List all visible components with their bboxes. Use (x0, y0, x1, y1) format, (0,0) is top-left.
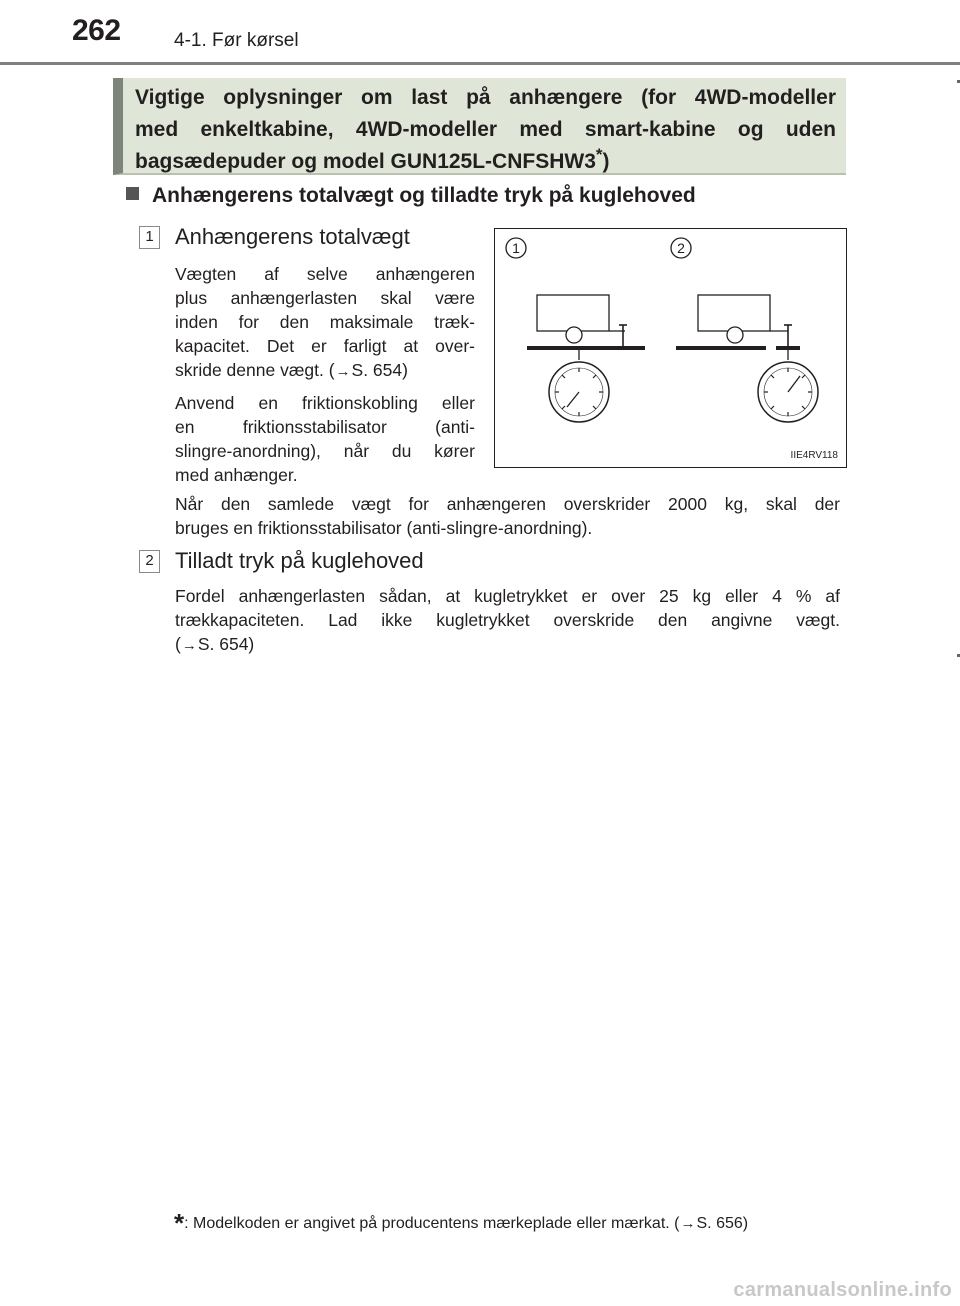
text-line: Vægten af selve anhængeren (175, 264, 475, 284)
text-line: en friktionsstabilisator (anti- (175, 417, 475, 437)
section-box-line: med enkeltkabine, 4WD-modeller med smart-kabine og uden (135, 118, 836, 141)
watermark: carmanualsonline.info (733, 1279, 952, 1301)
trailer-2 (676, 295, 818, 422)
text-line: inden for den maksimale træk- (175, 312, 475, 332)
text-line: Anvend en friktionskobling eller (175, 393, 475, 413)
subheading (126, 184, 696, 208)
footnote-marker: * (595, 145, 603, 164)
number-badge-2: 2 (139, 550, 160, 573)
text-line: Fordel anhængerlasten sådan, at kugletrykket er over 25 kg eller 4 % af (175, 586, 840, 606)
trailer-1 (527, 295, 645, 422)
section-box (113, 78, 846, 175)
model-code-text: bagsædepuder og model GUN125L-CNFSHW3 (135, 150, 596, 173)
closing-paren: ) (602, 150, 610, 173)
item1-paragraph-1 (175, 262, 475, 382)
footnote (174, 1208, 748, 1239)
page-reference-link[interactable]: S. 654) (197, 634, 255, 654)
page-number: 262 (72, 14, 121, 47)
subheading-text: Anhængerens totalvægt og tilladte tryk på kuglehoved (152, 184, 696, 207)
item2-title: Tilladt tryk på kuglehoved (175, 548, 424, 573)
section-box-title (135, 82, 836, 178)
text-fragment: ( (175, 634, 181, 654)
text-line: med anhænger. (175, 465, 298, 485)
figure-label-1-text: 1 (512, 240, 520, 256)
arrow-right-icon: → (680, 1215, 696, 1232)
text-line (175, 358, 475, 382)
section-box-line (135, 146, 836, 178)
footnote-text: : Modelkoden er angivet på producentens mærkeplade eller mærkat. ( (184, 1215, 680, 1232)
text-line: trækkapaciteten. Lad ikke kugletrykket overskride den angivne vægt. (175, 610, 840, 630)
breadcrumb: 4-1. Før kørsel (174, 30, 299, 51)
figure-label-1 (506, 238, 526, 258)
text-fragment: skride denne vægt. ( (175, 360, 335, 380)
number-badge-1: 1 (139, 226, 160, 249)
figure-code: IIE4RV118 (790, 450, 838, 461)
header-rule (0, 62, 960, 65)
text-line: Når den samlede vægt for anhængeren overskrider 2000 kg, skal der (175, 494, 840, 514)
arrow-right-icon: → (181, 637, 197, 654)
item2-paragraph (175, 584, 840, 656)
text-line: plus anhængerlasten skal være (175, 288, 475, 308)
trailer-weight-figure (494, 228, 847, 468)
text-line: bruges en friktionsstabilisator (anti-slingre-anordning). (175, 518, 593, 538)
trailer-diagram (495, 229, 848, 469)
item1-title: Anhængerens totalvægt (175, 224, 410, 249)
text-line (175, 632, 840, 656)
page-reference-link[interactable]: S. 654) (351, 360, 408, 380)
page-reference-link[interactable]: S. 656) (696, 1215, 749, 1232)
figure-label-2-text: 2 (677, 240, 685, 256)
section-box-line: Vigtige oplysninger om last på anhængere (for 4WD-modeller (135, 86, 836, 109)
item1-paragraph-3 (175, 492, 840, 540)
footnote-star: * (174, 1208, 185, 1238)
arrow-right-icon: → (335, 363, 351, 380)
text-line: kapacitet. Det er farligt at over- (175, 336, 475, 356)
square-bullet-icon (126, 187, 139, 200)
figure-label-2 (671, 238, 691, 258)
text-line: slingre-anordning), når du kører (175, 441, 475, 461)
item1-paragraph-2 (175, 391, 475, 487)
